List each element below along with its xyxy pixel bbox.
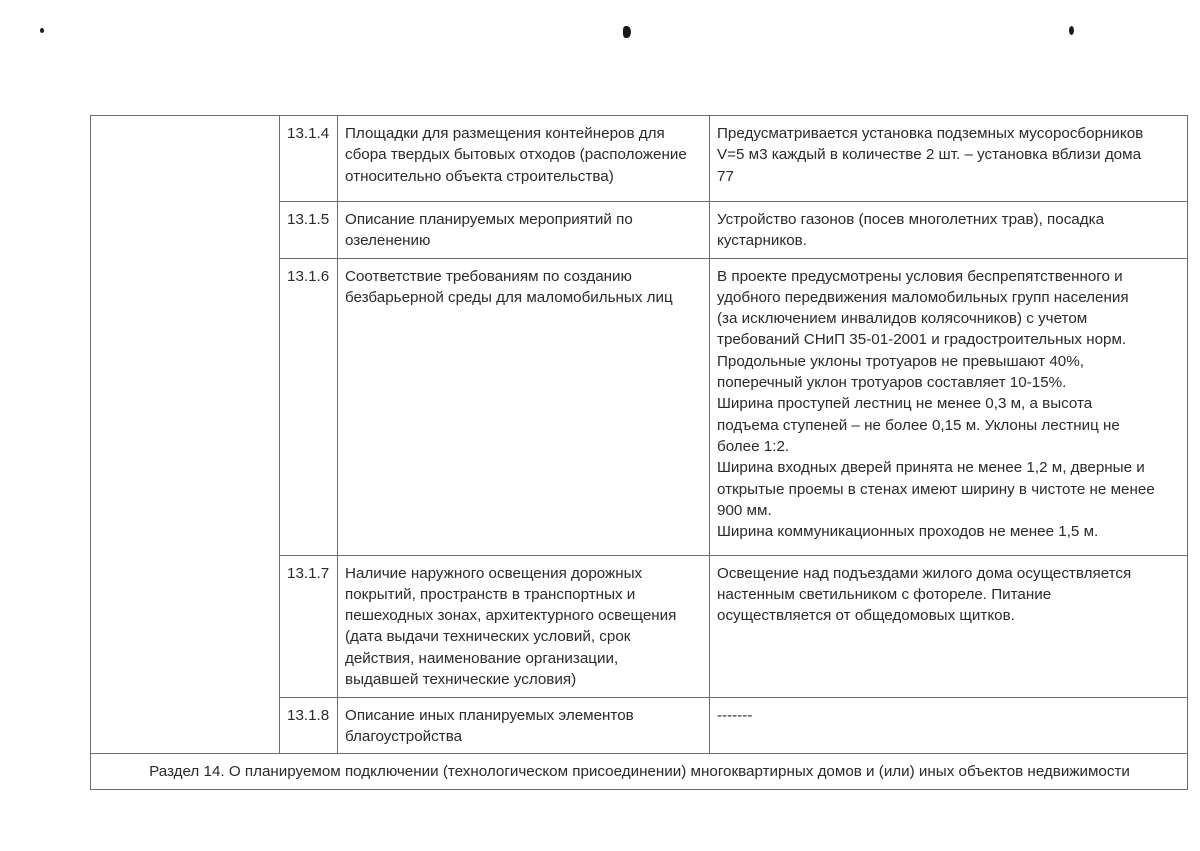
row-title bbox=[338, 258, 710, 555]
row-number: 13.1.8 bbox=[280, 697, 338, 754]
title-line: Описание планируемых мероприятий по bbox=[345, 211, 633, 228]
row-number: 13.1.5 bbox=[280, 202, 338, 259]
value-line: Устройство газонов (посев многолетних трав), посадка bbox=[717, 211, 1105, 228]
row-number: 13.1.7 bbox=[280, 555, 338, 697]
row-value bbox=[710, 697, 1188, 754]
value-line: Ширина входных дверей принята не менее 1,2 м, дверные и bbox=[717, 459, 1145, 477]
section-footer-row bbox=[91, 754, 1188, 790]
title-line: озеленению bbox=[345, 232, 431, 250]
table-row bbox=[91, 116, 1188, 202]
row-title bbox=[338, 116, 710, 202]
row-number: 13.1.6 bbox=[280, 258, 338, 555]
scan-speck bbox=[40, 28, 44, 33]
row-value bbox=[710, 555, 1188, 697]
value-line: Продольные уклоны тротуаров не превышают 40%, bbox=[717, 352, 1084, 370]
value-line: V=5 м3 каждый в количестве 2 шт. – установка вблизи дома bbox=[717, 146, 1142, 164]
title-line: сбора твердых бытовых отходов (расположение bbox=[345, 146, 687, 164]
value-line: В проекте предусмотрены условия беспрепятственного и bbox=[717, 267, 1123, 285]
value-line: подъема ступеней – не более 0,15 м. Уклоны лестниц не bbox=[717, 416, 1120, 434]
title-line: Описание иных планируемых элементов bbox=[345, 706, 634, 724]
value-line: Ширина проступей лестниц не менее 0,3 м, а высота bbox=[717, 395, 1093, 413]
value-line: 77 bbox=[717, 167, 734, 185]
title-line: действия, наименование организации, bbox=[345, 649, 619, 667]
value-line: Освещение над подъездами жилого дома осуществляется bbox=[717, 564, 1132, 582]
title-line: Наличие наружного освещения дорожных bbox=[345, 564, 643, 582]
title-line: (дата выдачи технических условий, срок bbox=[345, 628, 631, 646]
empty-merged-cell bbox=[91, 116, 280, 754]
row-title bbox=[338, 697, 710, 754]
title-line: безбарьерной среды для маломобильных лиц bbox=[345, 288, 673, 306]
value-line: открытые проемы в стенах имеют ширину в чистоте не менее bbox=[717, 480, 1155, 498]
row-title bbox=[338, 202, 710, 259]
title-line: выдавшей технические условия) bbox=[345, 671, 577, 689]
value-line: ------- bbox=[717, 706, 753, 724]
value-line: более 1:2. bbox=[717, 437, 790, 455]
document-table bbox=[90, 115, 1188, 790]
title-line: относительно объекта строительства) bbox=[345, 167, 614, 185]
section-14-heading: Раздел 14. О планируемом подключении (технологическом присоединении) многоквартирных домов и (или) иных объектов недвижимости bbox=[91, 754, 1188, 790]
row-number: 13.1.4 bbox=[280, 116, 338, 202]
scan-speck bbox=[1069, 26, 1074, 35]
value-line: настенным светильником с фотореле. Питание bbox=[717, 585, 1052, 603]
value-line: (за исключением инвалидов колясочников) с учетом bbox=[717, 310, 1088, 328]
value-line: кустарников. bbox=[717, 232, 807, 250]
value-line: удобного передвижения маломобильных групп населения bbox=[717, 288, 1129, 306]
value-line: 900 мм. bbox=[717, 501, 772, 519]
row-title bbox=[338, 555, 710, 697]
scan-speck bbox=[623, 26, 631, 38]
title-line: Соответствие требованиям по созданию bbox=[345, 267, 632, 285]
row-value bbox=[710, 116, 1188, 202]
value-line: Предусматривается установка подземных мусоросборников bbox=[717, 125, 1144, 142]
value-line: Ширина коммуникационных проходов не менее 1,5 м. bbox=[717, 523, 1099, 541]
value-line: поперечный уклон тротуаров составляет 10-15%. bbox=[717, 374, 1067, 392]
title-line: благоустройства bbox=[345, 727, 463, 745]
title-line: пешеходных зонах, архитектурного освещения bbox=[345, 607, 677, 625]
row-value bbox=[710, 258, 1188, 555]
title-line: Площадки для размещения контейнеров для bbox=[345, 125, 665, 142]
row-value bbox=[710, 202, 1188, 259]
title-line: покрытий, пространств в транспортных и bbox=[345, 585, 636, 603]
value-line: осуществляется от общедомовых щитков. bbox=[717, 607, 1015, 625]
value-line: требований СНиП 35-01-2001 и градостроительных норм. bbox=[717, 331, 1127, 349]
